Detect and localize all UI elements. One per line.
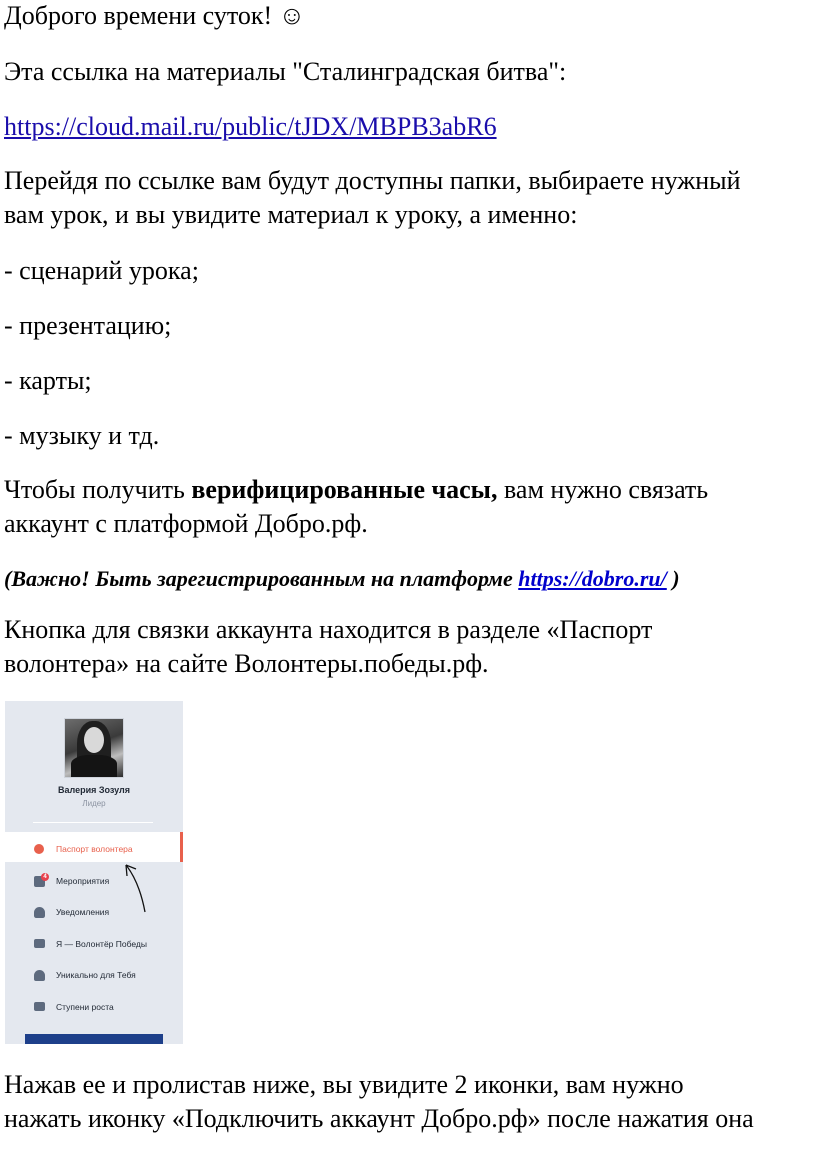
paragraph-1-line-2: вам урок, и вы увидите материал к уроку, а именно: — [4, 200, 578, 229]
paragraph-1-line-1: Перейдя по ссылке вам будут доступны папки, выбираете нужный — [4, 166, 741, 195]
paragraph-2-post: вам нужно связать — [497, 475, 709, 504]
sidebar-item-label: Мероприятия — [56, 876, 110, 886]
note-close: ) — [666, 566, 680, 591]
paragraph-4-line-1: Нажав ее и пролистав ниже, вы увидите 2 иконки, вам нужно — [4, 1070, 684, 1099]
greeting-text: Доброго времени суток! ☺ — [4, 1, 306, 30]
paragraph-2-pre: Чтобы получить — [4, 475, 192, 504]
list-item: - карты; — [4, 366, 92, 395]
sidebar-item-label: Я — Волонтёр Победы — [56, 939, 147, 949]
sidebar-item-label: Уведомления — [56, 907, 110, 917]
intro-text: Эта ссылка на материалы "Сталинградская битва": — [4, 57, 567, 86]
sidebar-screenshot — [5, 701, 183, 1044]
dobro-link[interactable]: https://dobro.ru/ — [518, 566, 667, 591]
hand-drawn-arrow — [5, 701, 183, 1044]
user-role: Лидер — [82, 799, 106, 808]
notification-badge: 4 — [41, 873, 49, 881]
sidebar-item-label: Ступени роста — [56, 1002, 114, 1012]
list-item: - сценарий урока; — [4, 256, 199, 285]
paragraph-3-line-2: волонтера» на сайте Волонтеры.победы.рф. — [4, 649, 489, 678]
list-item: - презентацию; — [4, 311, 172, 340]
sidebar-item-label: Паспорт волонтера — [56, 844, 133, 854]
paragraph-2-line-1 — [4, 474, 708, 506]
paragraph-3-line-1: Кнопка для связки аккаунта находится в разделе «Паспорт — [4, 615, 653, 644]
important-note — [4, 563, 680, 595]
materials-link[interactable]: https://cloud.mail.ru/public/tJDX/MBPB3abR6 — [4, 112, 497, 141]
verified-hours-bold: верифицированные часы, — [191, 475, 498, 504]
sidebar-item-label: Уникально для Тебя — [56, 970, 136, 980]
paragraph-2-line-2: аккаунт с платформой Добро.рф. — [4, 509, 368, 538]
user-name: Валерия Зозуля — [57, 785, 130, 795]
note-text: (Важно! Быть зарегистрированным на платформе — [4, 566, 519, 591]
paragraph-4-line-2: нажать иконку «Подключить аккаунт Добро.рф» после нажатия она — [4, 1104, 754, 1133]
list-item: - музыку и тд. — [4, 421, 160, 450]
